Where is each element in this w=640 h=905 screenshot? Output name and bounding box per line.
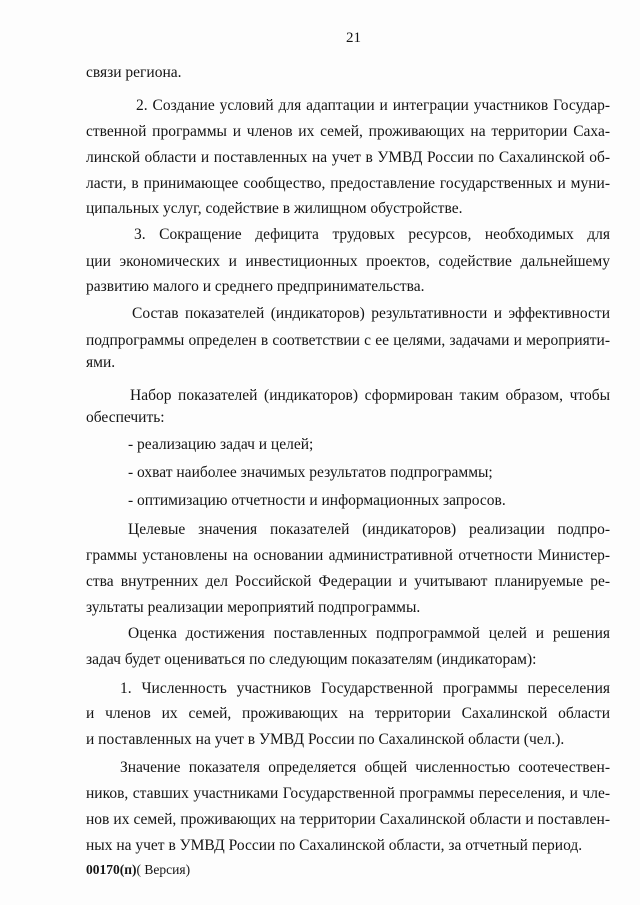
text-line: 1. Численность участников Государственной программы переселения [120,680,610,697]
text-line: задач будет оцениваться по следующим показателям (индикаторам): [86,651,537,668]
text-line: ями. [86,354,116,371]
text-line: Состав показателей (индикаторов) результативности и эффективности [132,305,610,322]
text-line: ных на учет в УМВД России по Сахалинской области, за отчетный период. [86,837,583,854]
text-line: ственной программы и членов их семей, проживающих на территории Саха- [86,123,610,140]
list-item: - реализацию задач и целей; [128,436,314,453]
text-line: 3. Сокращение дефицита трудовых ресурсов, необходимых для [134,226,610,243]
text-line: обеспечить: [86,409,165,426]
list-item: - охват наиболее значимых результатов подпрограммы; [128,464,493,481]
text-line: ства внутренних дел Российской Федерации и учитывают планируемые ре- [86,573,610,590]
text-line: 2. Создание условий для адаптации и интеграции участников Государ- [136,97,610,114]
text-line: линской области и поставленных на учет в УМВД России по Сахалинской об- [86,149,610,166]
text-line: ции экономических и инвестиционных проектов, содействие дальнейшему [86,253,610,270]
text-line: граммы установлены на основании административной отчетности Министер- [86,547,610,564]
text-line: связи региона. [86,64,182,81]
text-line: Оценка достижения поставленных подпрограммой целей и решения [128,625,610,642]
text-line: подпрограммы определен в соответствии с ее целями, задачами и мероприяти- [86,332,610,349]
text-line: нов их семей, проживающих на территории Сахалинской области и поставлен- [86,811,610,828]
text-line: и членов их семей, проживающих на территории Сахалинской области [86,705,610,722]
page-number: 21 [346,30,361,46]
text-line: Целевые значения показателей (индикаторов) реализации подпро- [128,521,610,538]
text-line: зультаты реализации мероприятий подпрограммы. [86,599,421,616]
text-line: развитию малого и среднего предпринимательства. [86,278,425,295]
document-code: 00170(п) [86,862,137,877]
document-footer [86,862,190,878]
text-line: ципальных услуг, содействие в жилищном обустройстве. [86,200,463,217]
document-version: ( Версия) [136,862,191,877]
text-line: ников, ставших участниками Государственной программы переселения, и чле- [86,785,610,802]
text-line: Набор показателей (индикаторов) сформирован таким образом, чтобы [130,387,610,404]
text-line: ласти, в принимающее сообщество, предоставление государственных и муни- [86,175,610,192]
text-line: Значение показателя определяется общей численностью соотечествен- [120,759,610,776]
list-item: - оптимизацию отчетности и информационных запросов. [128,492,506,509]
text-line: и поставленных на учет в УМВД России по Сахалинской области (чел.). [86,731,565,748]
